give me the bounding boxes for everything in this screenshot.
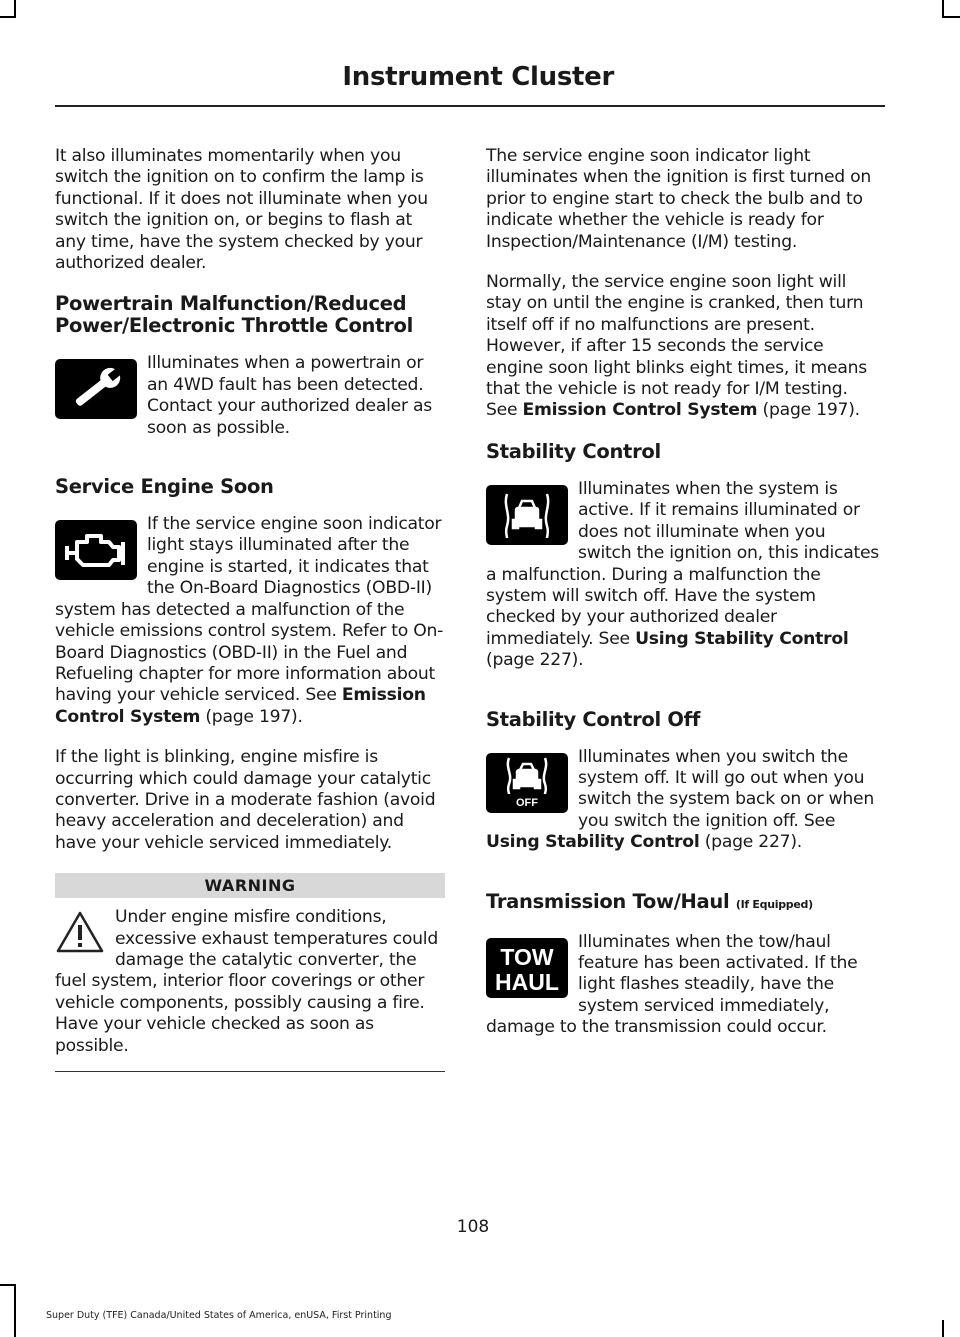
warning-heading: WARNING <box>55 873 445 898</box>
using-stability-control-link[interactable]: Using Stability Control <box>486 832 700 853</box>
crop-mark <box>942 1320 944 1337</box>
emission-control-link[interactable]: Emission Control System <box>522 400 758 421</box>
section-heading-service-engine: Service Engine Soon <box>55 475 274 499</box>
page-number: 108 <box>456 1217 490 1237</box>
stability-text: Illuminates when the system is active. If it remains illuminated or does not illuminate when you switch the ignition on, this indicates a malfunction. During a malfunction the system will switch off. Have the system checked by your authorized dealer immediately. See Using Stability Control (page 227). <box>486 478 880 671</box>
left-column <box>55 146 445 1072</box>
warning-box <box>55 907 445 1076</box>
header-divider <box>55 105 885 107</box>
crop-mark <box>0 16 16 18</box>
intro-paragraph: It also illuminates momentarily when you switch the ignition on to confirm the lamp is functional. If it does not illuminate when you switch the ignition on, or begins to flash at any time, have the system checked by your authorized dealer. <box>55 146 428 274</box>
haul-label: HAUL <box>495 968 559 995</box>
service-engine-text: If the service engine soon indicator light stays illuminated after the engine is started, it indicates that the On-Board Diagnostics (OBD-II) system has detected a malfunction of the vehicle emissions control system. Refer to On-Board Diagnostics (OBD-II) in the Fuel and Refueling chapter for more information about having your vehicle serviced. See Emission Control System (page 197). <box>55 514 444 727</box>
crop-mark <box>14 1284 16 1337</box>
section-heading-stability-off: Stability Control Off <box>486 707 700 731</box>
wrench-icon <box>55 359 137 419</box>
crop-mark <box>0 1284 16 1286</box>
engine-icon <box>55 520 137 580</box>
crop-mark <box>942 16 960 18</box>
tow-label: TOW <box>500 943 554 970</box>
warning-divider <box>55 1071 445 1072</box>
tow-haul-text: Illuminates when the tow/haul feature has been activated. If the light flashes steadily, have the system serviced immediately, damage to the transmission could occur. <box>486 931 858 1038</box>
icon-off-label: OFF <box>516 796 538 809</box>
section-heading-powertrain: Powertrain Malfunction/Reduced Power/Electronic Throttle Control <box>55 292 413 338</box>
section-heading-tow-haul: Transmission Tow/Haul (If Equipped) <box>486 889 813 913</box>
footer-text: Super Duty (TFE) Canada/United States of America, enUSA, First Printing <box>46 1310 392 1321</box>
using-stability-control-link[interactable]: Using Stability Control <box>635 628 849 649</box>
right-column <box>486 146 880 1058</box>
stability-off-text: Illuminates when you switch the system off. It will go out when you switch the system back on or when you switch the ignition off. See Using Stability Control (page 227). <box>486 746 874 853</box>
stability-control-off-icon <box>486 753 568 813</box>
warning-text: Under engine misfire conditions, excessive exhaust temperatures could damage the catalytic converter, the fuel system, interior floor coverings or other vehicle components, possibly causing a fire. Have your vehicle checked as soon as possible. <box>55 907 438 1056</box>
blinking-paragraph: If the light is blinking, engine misfire is occurring which could damage your catalytic converter. Drive in a moderate fashion (avoid heavy acceleration and deceleration) and have your vehicle serviced immediately. <box>55 747 436 853</box>
normal-behavior-paragraph: Normally, the service engine soon light will stay on until the engine is cranked, then turn itself off if no malfunctions are present. However, if after 15 seconds the service engine soon light blinks eight times, it means that the vehicle is not ready for I/M testing. See Emission Control System (page 197). <box>486 272 867 421</box>
service-light-paragraph: The service engine soon indicator light illuminates when the ignition is first turned on prior to engine start to check the bulb and to indicate whether the vehicle is ready for Inspection/Maintenance (I/M) testing. <box>486 146 872 252</box>
page-title: Instrument Cluster <box>342 62 614 92</box>
tow-haul-icon <box>486 938 568 998</box>
section-heading-stability: Stability Control <box>486 439 661 463</box>
powertrain-text: Illuminates when a powertrain or an 4WD fault has been detected. Contact your authorized dealer as soon as possible. <box>147 353 432 438</box>
warning-triangle-icon <box>55 909 105 955</box>
emission-control-link[interactable]: Emission Control System <box>55 685 426 727</box>
stability-control-icon <box>486 485 568 545</box>
